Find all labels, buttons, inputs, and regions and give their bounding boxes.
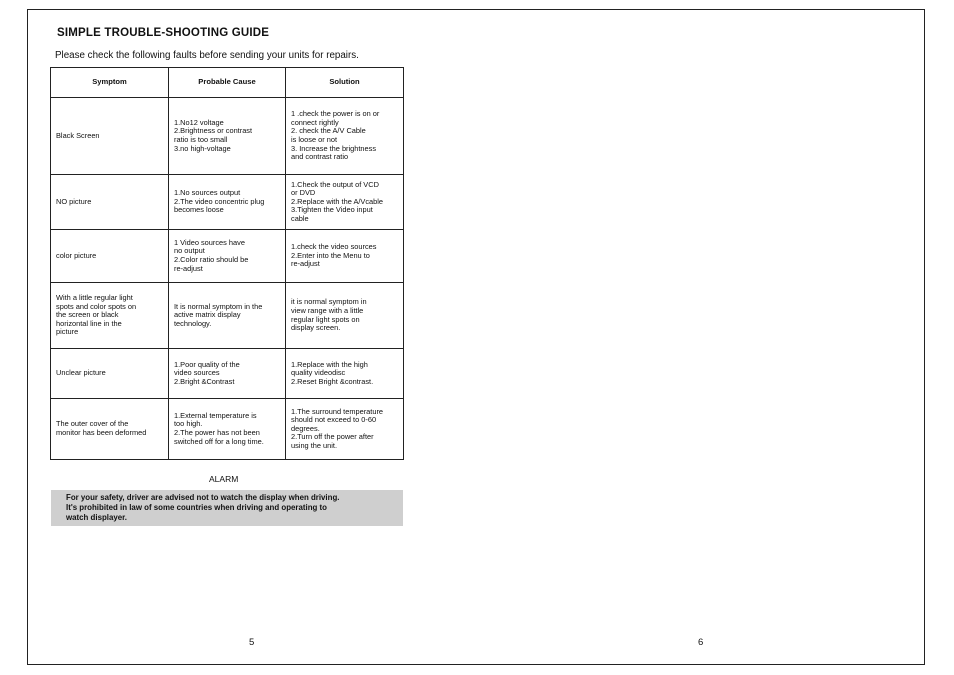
table-row <box>51 349 404 399</box>
table-row <box>51 230 404 283</box>
symptom-cell: color picture <box>51 230 169 283</box>
alarm-heading: ALARM <box>209 474 239 484</box>
symptom-cell: NO picture <box>51 175 169 230</box>
troubleshooting-table <box>50 67 404 460</box>
cause-cell: 1.No12 voltage 2.Brightness or contrast ratio is too small 3.no high-voltage <box>169 98 286 175</box>
cause-cell: 1.External temperature is too high. 2.The power has not been switched off for a long time. <box>169 399 286 460</box>
header-solution: Solution <box>286 68 404 98</box>
cause-cell: 1 Video sources have no output 2.Color ratio should be re-adjust <box>169 230 286 283</box>
solution-cell: 1.Check the output of VCD or DVD 2.Replace with the A/Vcable 3.Tighten the Video input cable <box>286 175 404 230</box>
cause-cell: It is normal symptom in the active matrix display technology. <box>169 283 286 349</box>
alarm-warning-box: For your safety, driver are advised not to watch the display when driving. It's prohibited in law of some countries when driving and operating to watch displayer. <box>51 490 403 526</box>
symptom-cell: With a little regular light spots and color spots on the screen or black horizontal line in the picture <box>51 283 169 349</box>
symptom-cell: Black Screen <box>51 98 169 175</box>
table-header-row <box>51 68 404 98</box>
guide-title: SIMPLE TROUBLE-SHOOTING GUIDE <box>57 27 270 39</box>
symptom-cell: Unclear picture <box>51 349 169 399</box>
cause-cell: 1.No sources output 2.The video concentric plug becomes loose <box>169 175 286 230</box>
solution-cell: 1.check the video sources 2.Enter into the Menu to re-adjust <box>286 230 404 283</box>
header-symptom: Symptom <box>51 68 169 98</box>
solution-cell: 1 .check the power is on or connect rightly 2. check the A/V Cable is loose or not 3. Increase the brightness and contrast ratio <box>286 98 404 175</box>
header-probable-cause: Probable Cause <box>169 68 286 98</box>
symptom-cell: The outer cover of the monitor has been deformed <box>51 399 169 460</box>
guide-subtitle: Please check the following faults before sending your units for repairs. <box>55 50 359 61</box>
page-number-right: 6 <box>698 637 704 648</box>
page-number-left: 5 <box>249 637 255 648</box>
cause-cell: 1.Poor quality of the video sources 2.Bright &Contrast <box>169 349 286 399</box>
solution-cell: it is normal symptom in view range with a little regular light spots on display screen. <box>286 283 404 349</box>
solution-cell: 1.The surround temperature should not exceed to 0-60 degrees. 2.Turn off the power after using the unit. <box>286 399 404 460</box>
table-row <box>51 399 404 460</box>
table-row <box>51 283 404 349</box>
table-row <box>51 175 404 230</box>
table-row <box>51 98 404 175</box>
solution-cell: 1.Replace with the high quality videodisc 2.Reset Bright &contrast. <box>286 349 404 399</box>
